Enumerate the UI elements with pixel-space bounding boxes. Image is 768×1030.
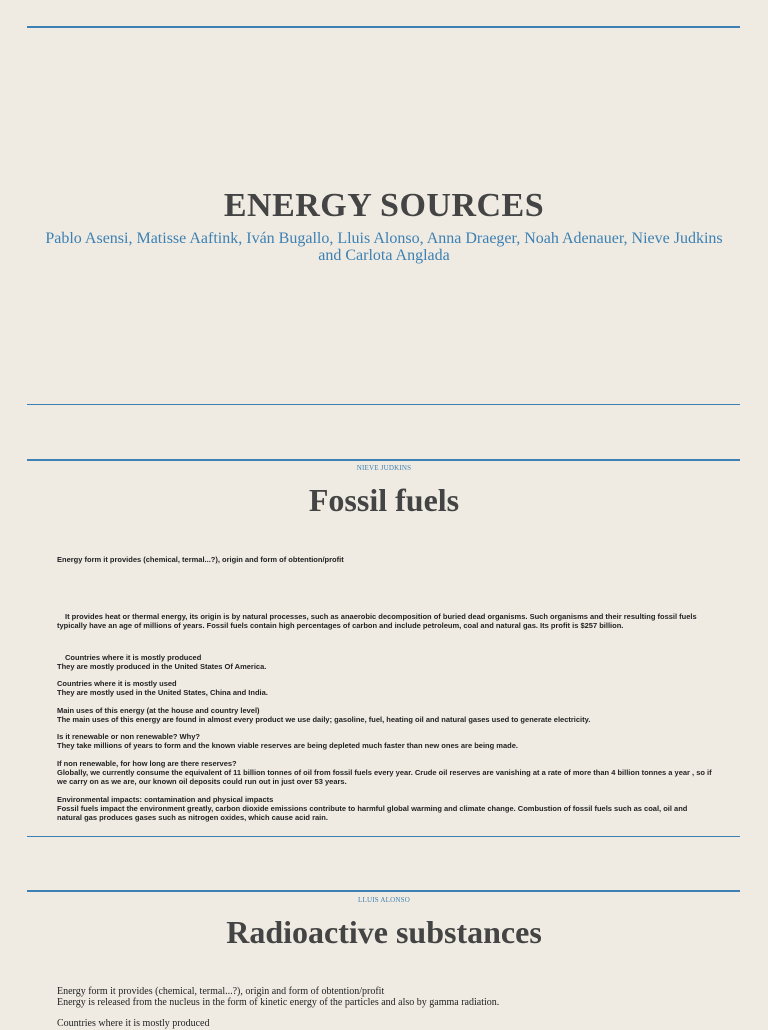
fossil-answer-4: The main uses of this energy are found in almost every product we use daily; gasoline, fuel, heating oil and natural gases used to generate electricity. bbox=[57, 715, 591, 724]
radioactive-author: LLUIS ALONSO bbox=[358, 896, 410, 904]
radioactive-top-rule bbox=[27, 890, 740, 892]
fossil-question-7: Environmental impacts: contamination and physical impacts bbox=[57, 795, 274, 804]
radioactive-answer-1: Energy is released from the nucleus in the form of kinetic energy of the particles and also by gamma radiation. bbox=[57, 997, 500, 1008]
fossil-question-2: Countries where it is mostly produced bbox=[65, 653, 202, 662]
fossil-answer-3: They are mostly used in the United States, China and India. bbox=[57, 688, 268, 697]
fossil-question-5: Is it renewable or non renewable? Why? bbox=[57, 732, 200, 741]
cover-bottom-rule bbox=[27, 404, 740, 405]
fossil-question-1: Energy form it provides (chemical, termal...?), origin and form of obtention/profit bbox=[57, 555, 344, 564]
fossil-answer-2: They are mostly produced in the United States Of America. bbox=[57, 662, 267, 671]
fossil-answer-1: It provides heat or thermal energy, its origin is by natural processes, such as anaerobic decomposition of buried dead organisms. Such organisms and their resulting fossil fuels typically have an age of millions of years. Fossil fuels contain high percentages of carbon and include petroleum, coal and natural gas. Its profit is $257 billion. bbox=[57, 612, 697, 631]
fossil-question-4: Main uses of this energy (at the house and country level) bbox=[57, 706, 260, 715]
document-title: ENERGY SOURCES bbox=[223, 187, 545, 224]
fossil-question-3: Countries where it is mostly used bbox=[57, 679, 177, 688]
fossil-answer-7: Fossil fuels impact the environment greatly, carbon dioxide emissions contribute to harmful global warming and climate change. Combustion of fossil fuels such as coal, oil and natural gas produces gases such as nitrogen oxides, which cause acid rain. bbox=[57, 804, 688, 823]
fossil-top-rule bbox=[27, 459, 740, 461]
fossil-answer-5: They take millions of years to form and the known viable reserves are being depleted much faster than new ones are being made. bbox=[57, 741, 518, 750]
radioactive-question-1: Energy form it provides (chemical, termal...?), origin and form of obtention/profit bbox=[57, 986, 385, 997]
fossil-answer-6: Globally, we currently consume the equivalent of 11 billion tonnes of oil from fossil fuels every year. Crude oil reserves are vanishing at a rate of more than 4 billion tonnes a year , so if we carry on as we are, our known oil deposits could run out in just over 53 years. bbox=[57, 768, 712, 787]
radioactive-title: Radioactive substances bbox=[226, 914, 542, 950]
radioactive-question-2: Countries where it is mostly produced bbox=[57, 1018, 210, 1029]
cover-top-rule bbox=[27, 26, 740, 28]
author-list: Pablo Asensi, Matisse Aaftink, Iván Bugallo, Lluis Alonso, Anna Draeger, Noah Adenauer, Nieve Judkins and Carlota Anglada bbox=[45, 230, 723, 264]
fossil-bottom-rule bbox=[27, 836, 740, 837]
fossil-author: NIEVE JUDKINS bbox=[356, 464, 412, 472]
fossil-title: Fossil fuels bbox=[308, 482, 460, 518]
fossil-question-6: If non renewable, for how long are there reserves? bbox=[57, 759, 237, 768]
